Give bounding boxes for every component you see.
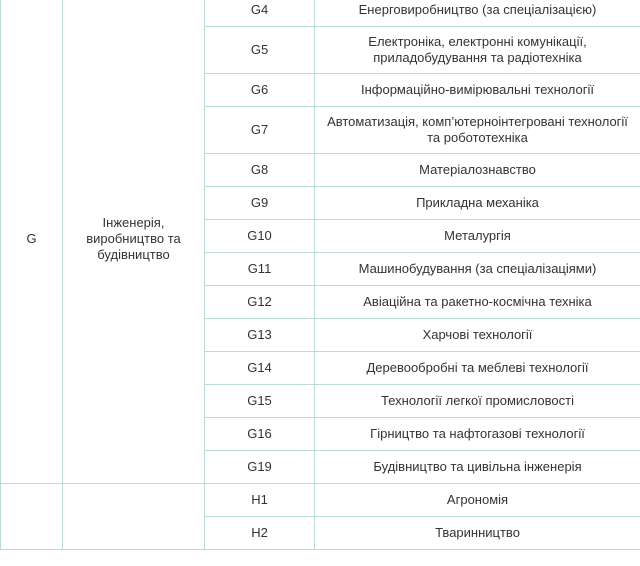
specialty-code: G11 bbox=[205, 253, 315, 286]
specialty-code: G16 bbox=[205, 418, 315, 451]
specialty-code: G10 bbox=[205, 220, 315, 253]
specialty-code: G7 bbox=[205, 107, 315, 154]
specialty-name: Агрономія bbox=[315, 484, 640, 517]
specialty-code: G19 bbox=[205, 451, 315, 484]
area-name-cell: Інженерія, виробництво та будівництво bbox=[63, 0, 205, 484]
area-code-cell bbox=[1, 484, 63, 550]
specialty-name: Гірництво та нафтогазові технології bbox=[315, 418, 640, 451]
specialty-name: Тваринництво bbox=[315, 517, 640, 550]
specialty-code: G14 bbox=[205, 352, 315, 385]
specialty-code: G12 bbox=[205, 286, 315, 319]
specialty-name: Харчові технології bbox=[315, 319, 640, 352]
table-row bbox=[1, 484, 640, 517]
specialty-name: Деревообробні та меблеві технології bbox=[315, 352, 640, 385]
specialty-code: G6 bbox=[205, 74, 315, 107]
area-code-cell: G bbox=[1, 0, 63, 484]
specialty-name: Автоматизація, комп’ютерноінтегровані технології та робототехніка bbox=[315, 107, 640, 154]
specialty-code: G9 bbox=[205, 187, 315, 220]
specialty-code: G8 bbox=[205, 154, 315, 187]
specialty-name: Матеріалознавство bbox=[315, 154, 640, 187]
specialty-name: Машинобудування (за спеціалізаціями) bbox=[315, 253, 640, 286]
specialty-name: Технології легкої промисловості bbox=[315, 385, 640, 418]
specialty-name: Металургія bbox=[315, 220, 640, 253]
area-name-cell bbox=[63, 484, 205, 550]
specialty-name: Інформаційно-вимірювальні технології bbox=[315, 74, 640, 107]
specialty-code: H1 bbox=[205, 484, 315, 517]
specialty-name: Електроніка, електронні комунікації, приладобудування та радіотехніка bbox=[315, 27, 640, 74]
specialty-name: Авіаційна та ракетно-космічна техніка bbox=[315, 286, 640, 319]
specialty-name: Прикладна механіка bbox=[315, 187, 640, 220]
specialty-code: G5 bbox=[205, 27, 315, 74]
specialty-code: G13 bbox=[205, 319, 315, 352]
specialty-code: G15 bbox=[205, 385, 315, 418]
table-row bbox=[1, 0, 640, 27]
specialty-name: Будівництво та цивільна інженерія bbox=[315, 451, 640, 484]
specialty-code: G4 bbox=[205, 0, 315, 27]
specialty-code: H2 bbox=[205, 517, 315, 550]
specialty-name: Енерговиробництво (за спеціалізацією) bbox=[315, 0, 640, 27]
